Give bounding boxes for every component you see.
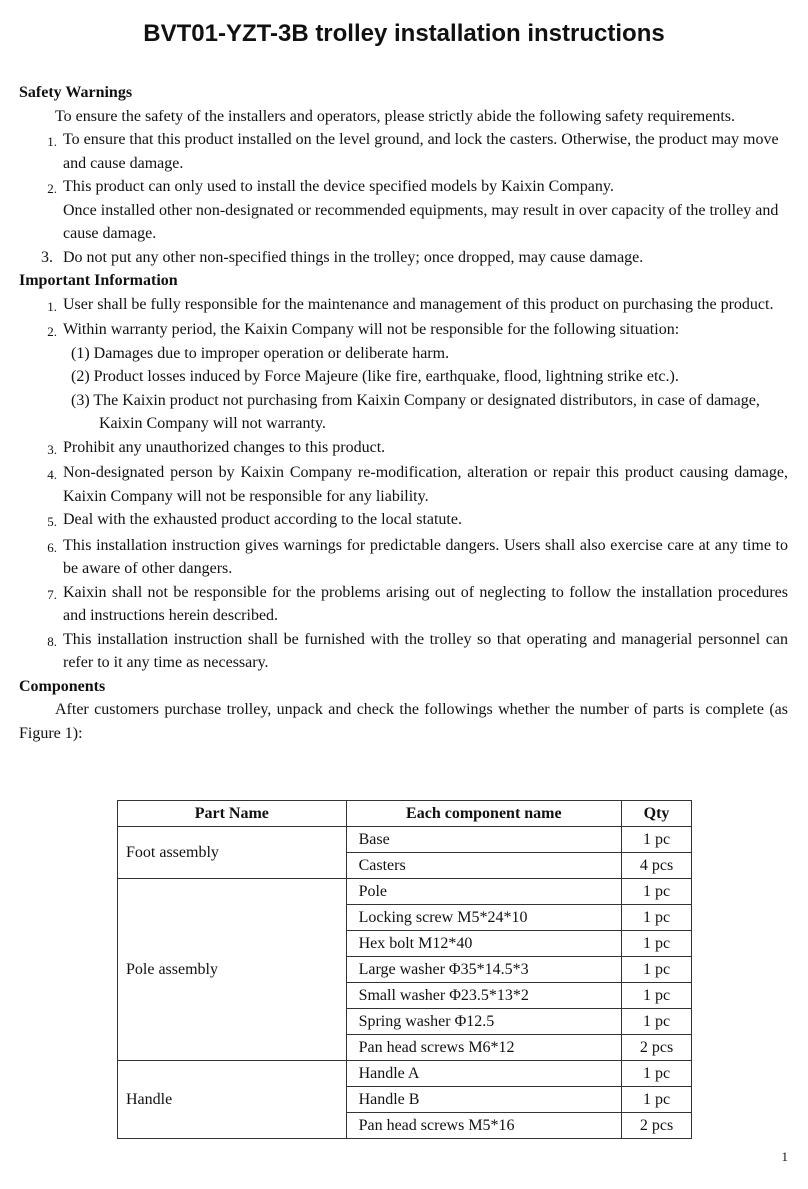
list-text: Deal with the exhausted product according to the local statute.	[63, 511, 462, 528]
list-text: Once installed other non-designated or recommended equipments, may result in over capacity of the trolley and cause damage.	[63, 201, 779, 242]
table-row	[118, 827, 692, 853]
list-number: 5.	[47, 514, 57, 529]
qty-cell: 2 pcs	[622, 1113, 692, 1139]
component-name-cell: Handle B	[346, 1087, 622, 1113]
column-header-qty: Qty	[622, 801, 692, 827]
component-name-cell: Pan head screws M5*16	[346, 1113, 622, 1139]
list-text: Kaixin shall not be responsible for the problems arising out of neglecting to follow the installation procedures and instructions herein described.	[63, 583, 788, 624]
list-number: 1.	[47, 298, 57, 314]
column-header-component-name: Each component name	[346, 801, 622, 827]
list-number: 7.	[47, 586, 57, 602]
qty-cell: 1 pc	[622, 1061, 692, 1087]
component-name-cell: Large washer Φ35*14.5*3	[346, 957, 622, 983]
important-item	[19, 581, 788, 628]
list-text: User shall be fully responsible for the maintenance and management of this product on purchasing the product.	[63, 295, 774, 313]
important-list	[19, 293, 788, 675]
list-number: 4.	[47, 467, 57, 482]
qty-cell: 1 pc	[622, 983, 692, 1009]
part-name-cell: Pole assembly	[118, 879, 347, 1061]
qty-cell: 2 pcs	[622, 1035, 692, 1061]
part-name-cell: Foot assembly	[118, 827, 347, 879]
qty-cell: 1 pc	[622, 905, 692, 931]
table-header-row	[118, 801, 692, 827]
sub-item: (2) Product losses induced by Force Majeure (like fire, earthquake, flood, lightning strike etc.).	[71, 368, 679, 385]
list-number: 2.	[47, 324, 57, 339]
page-title: BVT01-YZT-3B trolley installation instructions	[143, 20, 665, 47]
sub-item: (1) Damages due to improper operation or deliberate harm.	[71, 344, 450, 362]
list-number: 3.	[47, 441, 57, 457]
list-number: 2.	[47, 181, 57, 196]
important-item	[19, 461, 788, 508]
component-name-cell: Spring washer Φ12.5	[346, 1009, 622, 1035]
part-name-cell: Handle	[118, 1061, 347, 1139]
safety-item	[19, 128, 788, 175]
qty-cell: 1 pc	[622, 957, 692, 983]
list-text: Within warranty period, the Kaixin Company will not be responsible for the following situation:	[63, 321, 680, 338]
important-item	[19, 293, 788, 319]
list-text: Prohibit any unauthorized changes to this product.	[63, 438, 386, 456]
component-name-cell: Handle A	[346, 1061, 622, 1087]
column-header-part-name: Part Name	[118, 801, 347, 827]
qty-cell: 4 pcs	[622, 853, 692, 879]
important-information-heading: Important Information	[19, 272, 178, 289]
list-text: Do not put any other non-specified things in the trolley; once dropped, may cause damage.	[63, 248, 644, 266]
list-text: To ensure that this product installed on the level ground, and lock the casters. Otherwise, the product may move and cause damage.	[63, 131, 779, 172]
safety-intro: To ensure the safety of the installers and operators, please strictly abide the following safety requirements.	[55, 107, 735, 125]
list-number: 8.	[47, 633, 57, 649]
list-number: 1.	[47, 134, 57, 149]
component-name-cell: Pole	[346, 879, 622, 905]
list-text: This installation instruction gives warnings for predictable dangers. Users shall also exercise care at any time to be aware of other dangers.	[63, 536, 788, 577]
safety-list	[19, 128, 788, 269]
table-row	[118, 879, 692, 905]
component-name-cell: Hex bolt M12*40	[346, 931, 622, 957]
list-number: 6.	[47, 539, 57, 555]
component-name-cell: Small washer Φ23.5*13*2	[346, 983, 622, 1009]
safety-item	[19, 175, 788, 246]
important-item	[19, 318, 788, 436]
table-row	[118, 1061, 692, 1087]
safety-warnings-heading: Safety Warnings	[19, 84, 133, 101]
list-text: This installation instruction shall be furnished with the trolley so that operating and managerial personnel can refer to it any time as necessary.	[63, 630, 788, 671]
list-text: This product can only used to install the device specified models by Kaixin Company.	[63, 178, 614, 195]
components-table	[117, 800, 692, 1139]
components-heading: Components	[19, 677, 106, 695]
list-number: 3.	[41, 248, 53, 266]
safety-item	[19, 246, 788, 270]
important-item	[19, 508, 788, 534]
qty-cell: 1 pc	[622, 1009, 692, 1035]
page-number: 1	[781, 1149, 788, 1164]
important-item	[19, 628, 788, 675]
component-name-cell: Pan head screws M6*12	[346, 1035, 622, 1061]
list-text: Non-designated person by Kaixin Company re-modification, alteration or repair this product causing damage, Kaixin Company will not be responsible for any liability.	[63, 464, 788, 505]
component-name-cell: Locking screw M5*24*10	[346, 905, 622, 931]
qty-cell: 1 pc	[622, 827, 692, 853]
component-name-cell: Base	[346, 827, 622, 853]
document-body	[19, 81, 788, 745]
warranty-exclusions	[63, 342, 788, 436]
important-item	[19, 436, 788, 462]
important-item	[19, 534, 788, 581]
component-name-cell: Casters	[346, 853, 622, 879]
sub-item: (3) The Kaixin product not purchasing from Kaixin Company or designated distributors, in case of damage, Kaixin Company will not warranty.	[71, 391, 760, 432]
qty-cell: 1 pc	[622, 931, 692, 957]
qty-cell: 1 pc	[622, 1087, 692, 1113]
qty-cell: 1 pc	[622, 879, 692, 905]
components-intro: After customers purchase trolley, unpack and check the followings whether the number of parts is complete (as Figure 1):	[19, 701, 788, 742]
